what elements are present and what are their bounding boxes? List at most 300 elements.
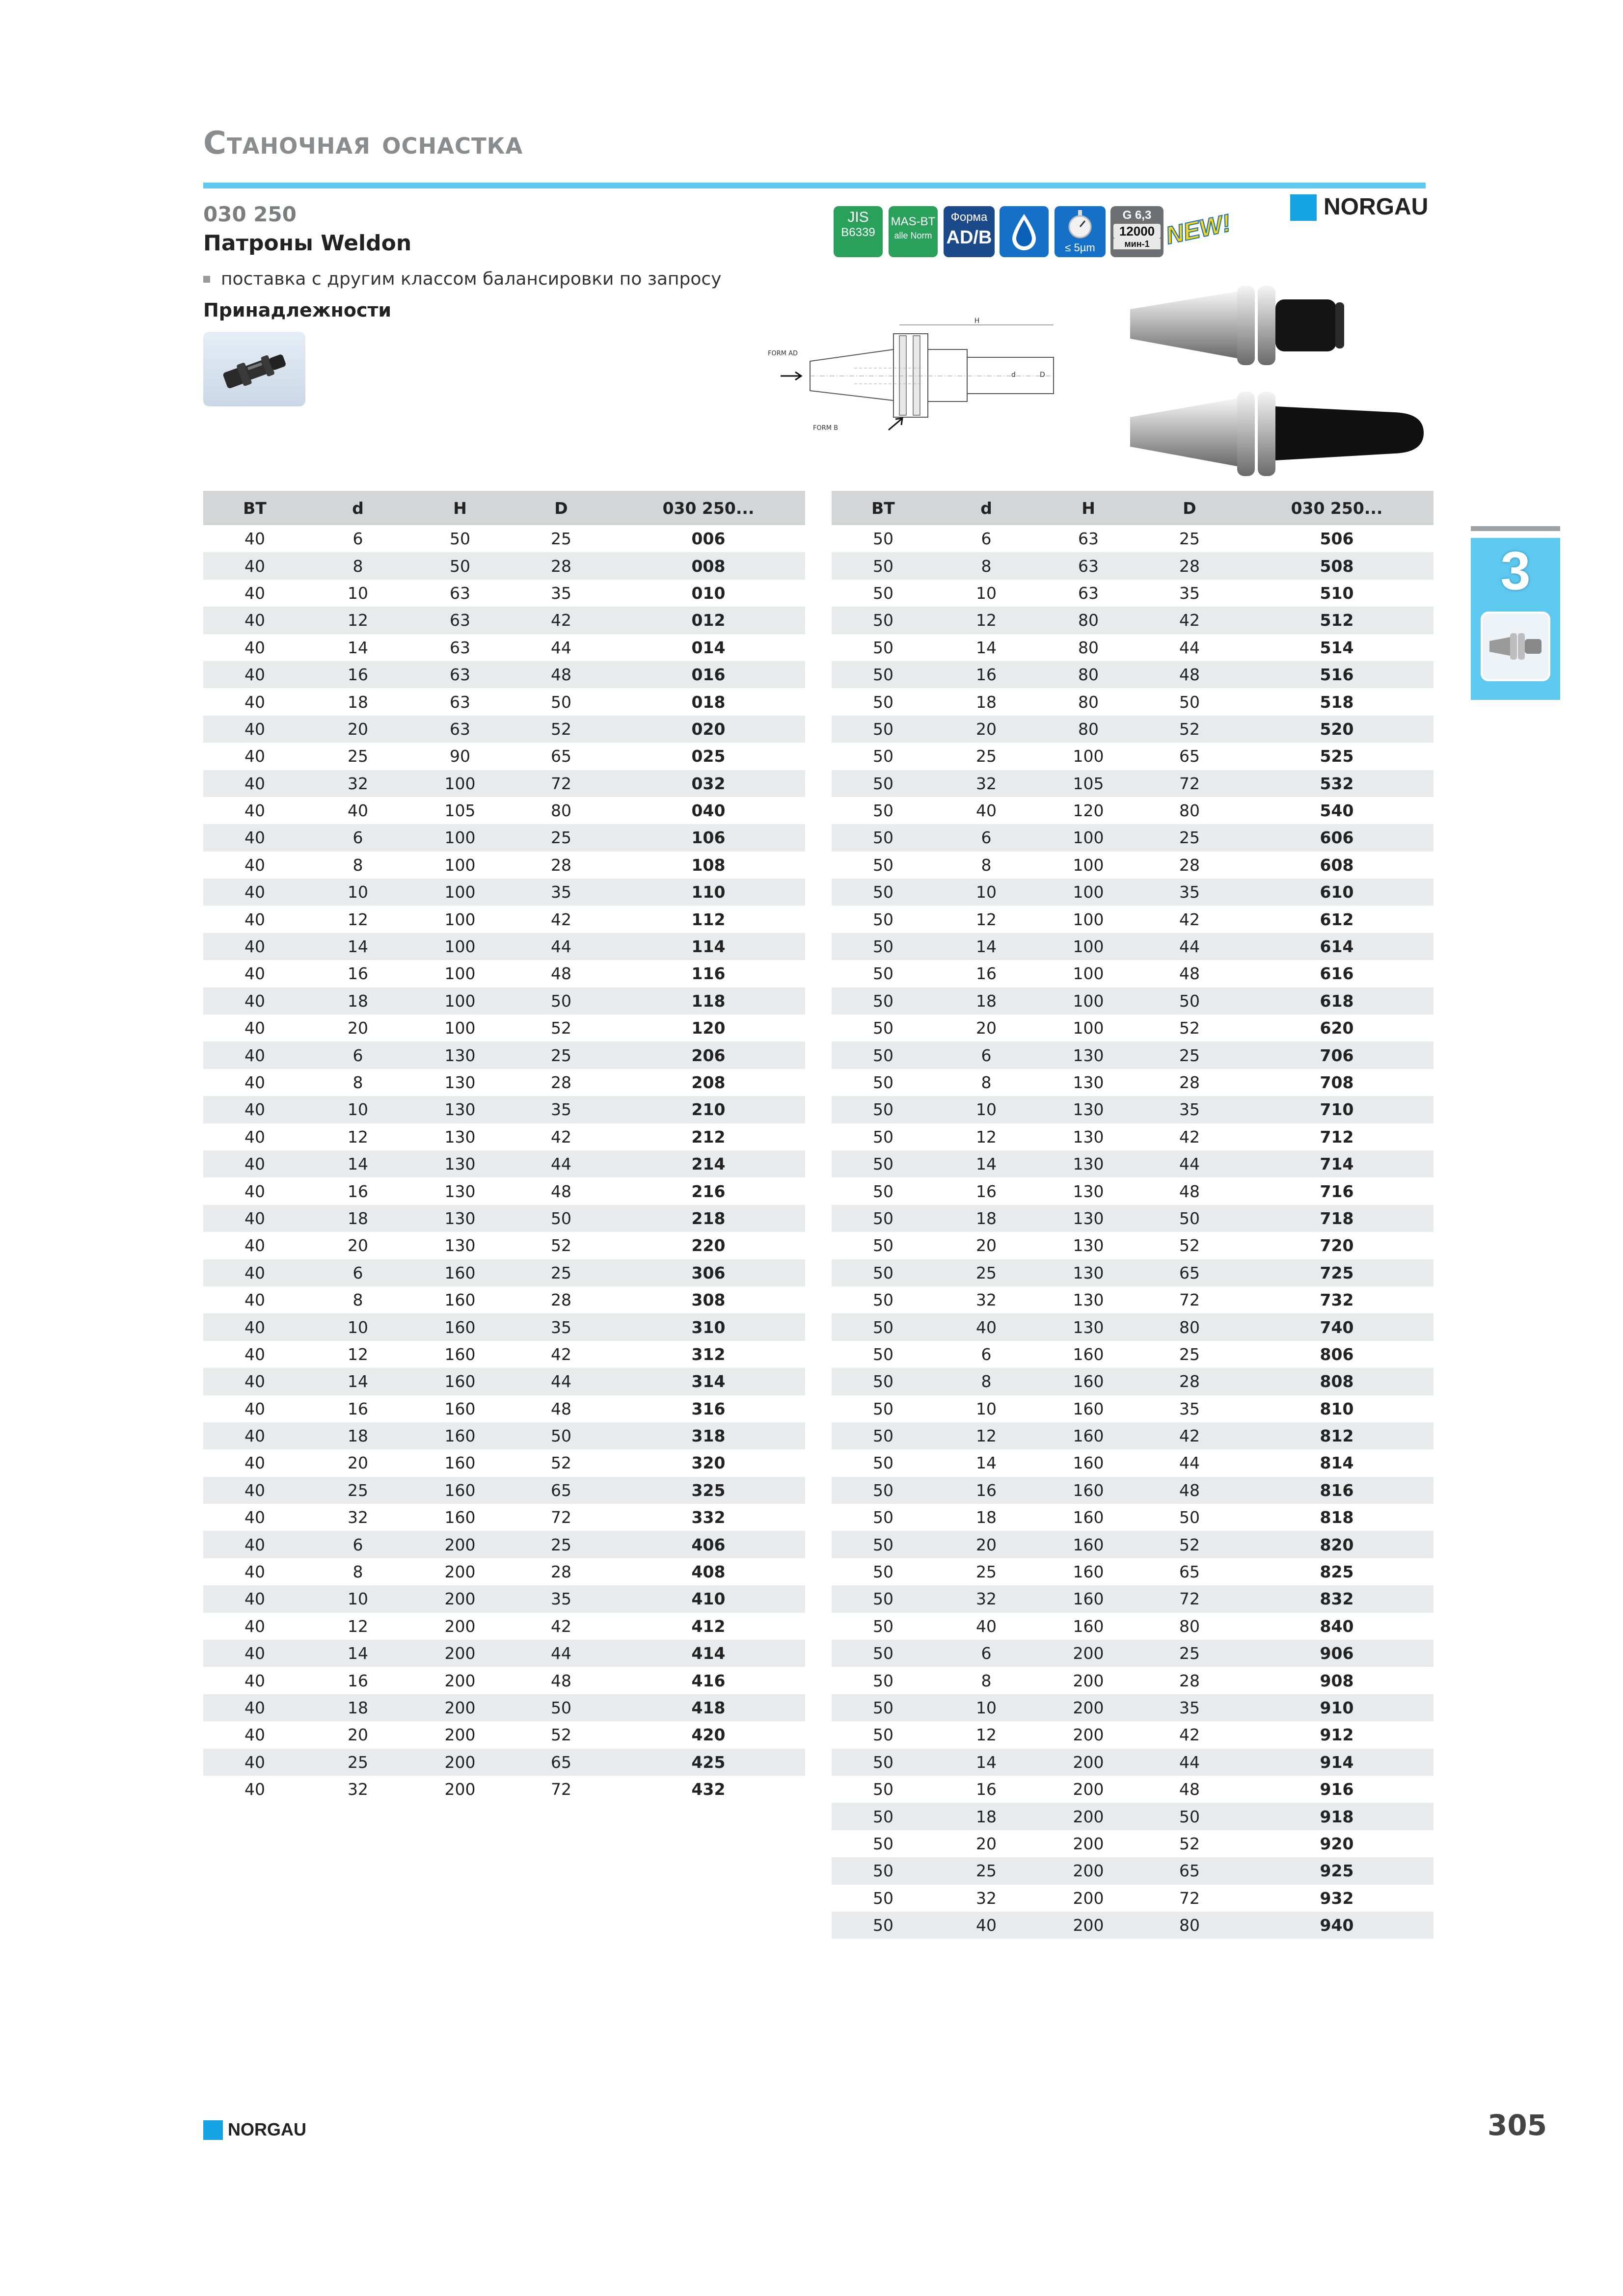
table-row bbox=[203, 1341, 805, 1368]
cell-code: 906 bbox=[1240, 1640, 1434, 1667]
cell-h: 130 bbox=[1073, 1073, 1104, 1092]
cell-d: 16 bbox=[348, 1181, 368, 1201]
cell-D: 52 bbox=[1179, 1834, 1200, 1853]
cell-code: 410 bbox=[612, 1585, 805, 1612]
table-row bbox=[203, 1640, 805, 1667]
cell-D: 80 bbox=[551, 801, 571, 821]
cell-D: 35 bbox=[511, 1585, 612, 1612]
cell-code: 212 bbox=[691, 1127, 726, 1147]
cell-D: 44 bbox=[1139, 1150, 1240, 1177]
cell-bt: 50 bbox=[832, 607, 935, 634]
cell-D: 52 bbox=[1179, 1018, 1200, 1038]
cell-bt: 50 bbox=[832, 661, 935, 688]
table-row bbox=[203, 1749, 805, 1776]
cell-code: 108 bbox=[691, 855, 726, 875]
cell-D: 80 bbox=[1179, 801, 1200, 821]
badge-balance-grade: G 6,3 bbox=[1122, 209, 1152, 222]
cell-d: 32 bbox=[348, 1508, 368, 1527]
cell-d: 18 bbox=[935, 988, 1038, 1015]
cell-D: 28 bbox=[1179, 1671, 1200, 1690]
table-row bbox=[203, 1449, 805, 1476]
header-code: 030 250... bbox=[1240, 491, 1434, 525]
header-h: H bbox=[1038, 491, 1139, 525]
cell-bt: 40 bbox=[244, 1508, 265, 1527]
cell-d: 10 bbox=[306, 1313, 409, 1340]
cell-code: 114 bbox=[612, 933, 805, 960]
cell-bt: 50 bbox=[873, 1127, 893, 1147]
cell-D: 72 bbox=[551, 1508, 571, 1527]
cell-h: 130 bbox=[1073, 1236, 1104, 1255]
cell-code: 040 bbox=[691, 801, 726, 821]
drawing-label-h: H bbox=[974, 317, 980, 325]
cell-code: 918 bbox=[1240, 1803, 1434, 1830]
page-title: Станочная оснастка bbox=[203, 125, 523, 161]
table-row bbox=[203, 580, 805, 607]
header-code: 030 250... bbox=[612, 491, 805, 525]
cell-code: 218 bbox=[612, 1205, 805, 1232]
table-row bbox=[203, 1368, 805, 1395]
cell-code: 525 bbox=[1320, 747, 1354, 766]
cell-D: 42 bbox=[551, 1127, 571, 1147]
cell-bt: 50 bbox=[832, 824, 935, 851]
cell-D: 35 bbox=[551, 583, 571, 603]
cell-D: 72 bbox=[551, 1780, 571, 1799]
cell-code: 506 bbox=[1320, 529, 1354, 549]
cell-code: 916 bbox=[1320, 1780, 1354, 1799]
cell-h: 160 bbox=[409, 1313, 511, 1340]
drawing-label-D: D bbox=[1040, 371, 1045, 379]
cell-bt: 40 bbox=[244, 529, 265, 549]
cell-d: 16 bbox=[348, 1671, 368, 1690]
cell-d: 40 bbox=[935, 1912, 1038, 1939]
cell-bt: 40 bbox=[244, 1399, 265, 1418]
cell-bt: 40 bbox=[203, 1041, 306, 1068]
cell-D: 35 bbox=[1179, 583, 1200, 603]
cell-h: 63 bbox=[409, 661, 511, 688]
cell-bt: 40 bbox=[244, 1453, 265, 1473]
table-row bbox=[832, 797, 1434, 824]
table-row bbox=[203, 770, 805, 797]
cell-D: 42 bbox=[511, 607, 612, 634]
cell-h: 130 bbox=[1038, 1041, 1139, 1068]
cell-D: 44 bbox=[1179, 638, 1200, 657]
table-row bbox=[832, 933, 1434, 960]
cell-bt: 50 bbox=[832, 1640, 935, 1667]
cell-d: 12 bbox=[348, 1127, 368, 1147]
table-row bbox=[203, 1667, 805, 1694]
cell-bt: 40 bbox=[244, 1181, 265, 1201]
cell-D: 44 bbox=[511, 1150, 612, 1177]
cell-bt: 50 bbox=[873, 1453, 893, 1473]
cell-bt: 50 bbox=[832, 879, 935, 906]
table-row bbox=[832, 1667, 1434, 1694]
cell-code: 520 bbox=[1240, 716, 1434, 743]
table-row bbox=[832, 1613, 1434, 1640]
cell-h: 63 bbox=[450, 583, 470, 603]
cell-D: 28 bbox=[1179, 1073, 1200, 1092]
badge-mas-top: MAS-BT bbox=[891, 215, 936, 228]
cell-h: 200 bbox=[444, 1780, 476, 1799]
cell-h: 130 bbox=[1038, 1150, 1139, 1177]
cell-D: 65 bbox=[1139, 1259, 1240, 1286]
cell-d: 12 bbox=[976, 1127, 997, 1147]
cell-D: 50 bbox=[1179, 692, 1200, 712]
table-row bbox=[203, 960, 805, 987]
table-row bbox=[203, 1286, 805, 1313]
cell-h: 100 bbox=[1073, 1018, 1104, 1038]
cell-bt: 50 bbox=[873, 1181, 893, 1201]
table-row bbox=[832, 1150, 1434, 1177]
table-row bbox=[203, 1123, 805, 1150]
cell-code: 620 bbox=[1320, 1018, 1354, 1038]
cell-code: 316 bbox=[691, 1399, 726, 1418]
cell-h: 80 bbox=[1038, 661, 1139, 688]
cell-h: 63 bbox=[409, 716, 511, 743]
cell-D: 50 bbox=[1139, 1803, 1240, 1830]
cell-h: 200 bbox=[1073, 1671, 1104, 1690]
cell-h: 200 bbox=[444, 1725, 476, 1745]
cell-h: 100 bbox=[1073, 909, 1104, 929]
cell-h: 63 bbox=[1038, 552, 1139, 579]
table-row bbox=[832, 580, 1434, 607]
table-row bbox=[832, 1259, 1434, 1286]
spec-table-bt40 bbox=[203, 491, 805, 1803]
table-row bbox=[203, 1721, 805, 1748]
cell-D: 48 bbox=[551, 1671, 571, 1690]
cell-bt: 50 bbox=[873, 1616, 893, 1636]
cell-D: 44 bbox=[511, 1368, 612, 1395]
cell-D: 44 bbox=[551, 638, 571, 657]
table-row bbox=[203, 1041, 805, 1068]
cell-code: 425 bbox=[612, 1749, 805, 1776]
table-row bbox=[832, 1286, 1434, 1313]
cell-d: 18 bbox=[348, 692, 368, 712]
cell-D: 42 bbox=[551, 1616, 571, 1636]
cell-h: 160 bbox=[1073, 1344, 1104, 1364]
cell-D: 28 bbox=[1139, 1368, 1240, 1395]
cell-code: 216 bbox=[691, 1181, 726, 1201]
header-d: d bbox=[306, 491, 409, 525]
cell-code: 306 bbox=[612, 1259, 805, 1286]
cell-code: 418 bbox=[612, 1694, 805, 1721]
cell-D: 72 bbox=[1179, 1290, 1200, 1310]
cell-d: 32 bbox=[348, 1780, 368, 1799]
cell-code: 532 bbox=[1240, 770, 1434, 797]
cell-h: 160 bbox=[1073, 1453, 1104, 1473]
chapter-tab-rule bbox=[1471, 526, 1560, 531]
cell-code: 016 bbox=[612, 661, 805, 688]
cell-h: 200 bbox=[444, 1616, 476, 1636]
cell-code: 908 bbox=[1320, 1671, 1354, 1690]
cell-d: 8 bbox=[352, 1073, 363, 1092]
cell-bt: 40 bbox=[203, 770, 306, 797]
cell-D: 50 bbox=[511, 1205, 612, 1232]
table-row bbox=[832, 1449, 1434, 1476]
table-row bbox=[832, 824, 1434, 851]
cell-code: 706 bbox=[1240, 1041, 1434, 1068]
cell-d: 14 bbox=[935, 1150, 1038, 1177]
cell-code: 012 bbox=[612, 607, 805, 634]
table-row bbox=[203, 661, 805, 688]
cell-bt: 50 bbox=[873, 1671, 893, 1690]
header-h: H bbox=[409, 491, 511, 525]
cell-bt: 50 bbox=[873, 1290, 893, 1310]
header-bt: BT bbox=[203, 491, 306, 525]
cell-bt: 40 bbox=[203, 716, 306, 743]
badge-balance-rpm: 12000 bbox=[1113, 224, 1161, 239]
cell-bt: 50 bbox=[832, 1150, 935, 1177]
cell-h: 130 bbox=[1038, 1313, 1139, 1340]
cell-code: 414 bbox=[612, 1640, 805, 1667]
cell-bt: 40 bbox=[203, 1640, 306, 1667]
cell-bt: 50 bbox=[832, 1585, 935, 1612]
cell-h: 160 bbox=[444, 1508, 476, 1527]
cell-D: 25 bbox=[1139, 824, 1240, 851]
cell-h: 100 bbox=[444, 909, 476, 929]
cell-code: 810 bbox=[1320, 1399, 1354, 1418]
cell-bt: 40 bbox=[203, 1313, 306, 1340]
cell-bt: 40 bbox=[244, 1616, 265, 1636]
cell-D: 48 bbox=[1179, 1780, 1200, 1799]
table-row bbox=[203, 1613, 805, 1640]
header-d: d bbox=[935, 491, 1038, 525]
cell-code: 325 bbox=[612, 1477, 805, 1504]
cell-bt: 50 bbox=[873, 1018, 893, 1038]
cell-D: 25 bbox=[511, 824, 612, 851]
cell-code: 912 bbox=[1320, 1725, 1354, 1745]
cell-code: 518 bbox=[1320, 692, 1354, 712]
cell-bt: 40 bbox=[203, 1368, 306, 1395]
accessories-label: Принадлежности bbox=[203, 299, 392, 321]
cell-bt: 50 bbox=[832, 1313, 935, 1340]
cell-d: 20 bbox=[976, 1018, 997, 1038]
cell-h: 160 bbox=[1073, 1399, 1104, 1418]
cell-d: 18 bbox=[976, 1508, 997, 1527]
cell-h: 50 bbox=[409, 552, 511, 579]
cell-d: 6 bbox=[935, 1640, 1038, 1667]
cell-h: 130 bbox=[409, 1150, 511, 1177]
accessory-thumbnail[interactable] bbox=[203, 332, 305, 406]
cell-d: 6 bbox=[306, 1041, 409, 1068]
cell-d: 8 bbox=[981, 855, 992, 875]
cell-d: 8 bbox=[935, 1368, 1038, 1395]
cell-code: 612 bbox=[1320, 909, 1354, 929]
cell-d: 25 bbox=[306, 1477, 409, 1504]
cell-h: 90 bbox=[450, 747, 470, 766]
cell-d: 8 bbox=[352, 1562, 363, 1582]
cell-code: 814 bbox=[1320, 1453, 1354, 1473]
table-row bbox=[832, 552, 1434, 579]
cell-code: 725 bbox=[1240, 1259, 1434, 1286]
cell-h: 130 bbox=[444, 1127, 476, 1147]
cell-d: 25 bbox=[976, 1562, 997, 1582]
cell-code: 708 bbox=[1320, 1073, 1354, 1092]
cell-bt: 40 bbox=[244, 692, 265, 712]
cell-bt: 50 bbox=[832, 552, 935, 579]
cell-D: 50 bbox=[511, 988, 612, 1015]
badge-form bbox=[944, 206, 995, 257]
cell-h: 100 bbox=[444, 1018, 476, 1038]
cell-d: 10 bbox=[976, 1399, 997, 1418]
cell-h: 100 bbox=[1038, 879, 1139, 906]
cell-bt: 50 bbox=[832, 1857, 935, 1884]
cell-bt: 50 bbox=[832, 1205, 935, 1232]
table-row bbox=[203, 1504, 805, 1531]
cell-d: 18 bbox=[306, 988, 409, 1015]
cell-code: 118 bbox=[612, 988, 805, 1015]
cell-code: 112 bbox=[691, 909, 726, 929]
cell-D: 35 bbox=[511, 879, 612, 906]
cell-bt: 50 bbox=[873, 638, 893, 657]
cell-code: 025 bbox=[691, 747, 726, 766]
cell-d: 20 bbox=[935, 1531, 1038, 1558]
cell-code: 720 bbox=[1320, 1236, 1354, 1255]
cell-bt: 50 bbox=[873, 1725, 893, 1745]
table-row bbox=[203, 1477, 805, 1504]
cell-d: 10 bbox=[935, 1096, 1038, 1123]
cell-D: 48 bbox=[1139, 1477, 1240, 1504]
table-row bbox=[203, 1015, 805, 1041]
cell-bt: 40 bbox=[203, 988, 306, 1015]
table-row bbox=[832, 1069, 1434, 1096]
cell-D: 42 bbox=[551, 1344, 571, 1364]
cell-bt: 50 bbox=[873, 909, 893, 929]
cell-code: 820 bbox=[1240, 1531, 1434, 1558]
cell-D: 50 bbox=[1179, 1508, 1200, 1527]
chapter-tool-holder-icon bbox=[1481, 612, 1550, 681]
cell-h: 160 bbox=[1038, 1368, 1139, 1395]
cell-D: 35 bbox=[1139, 1694, 1240, 1721]
cell-D: 50 bbox=[1139, 988, 1240, 1015]
cell-h: 130 bbox=[1073, 1290, 1104, 1310]
cell-h: 100 bbox=[1038, 988, 1139, 1015]
table-row bbox=[203, 1232, 805, 1259]
cell-d: 14 bbox=[976, 638, 997, 657]
table-row bbox=[203, 716, 805, 743]
table-row bbox=[203, 906, 805, 933]
cell-bt: 40 bbox=[203, 607, 306, 634]
cell-bt: 50 bbox=[832, 1096, 935, 1123]
cell-code: 618 bbox=[1240, 988, 1434, 1015]
cell-d: 18 bbox=[976, 692, 997, 712]
cell-bt: 40 bbox=[203, 1259, 306, 1286]
table-row bbox=[203, 1395, 805, 1422]
cell-code: 510 bbox=[1320, 583, 1354, 603]
cell-code: 512 bbox=[1240, 607, 1434, 634]
cell-code: 932 bbox=[1320, 1888, 1354, 1908]
cell-h: 200 bbox=[1073, 1888, 1104, 1908]
cell-h: 160 bbox=[409, 1422, 511, 1449]
cell-code: 308 bbox=[691, 1290, 726, 1310]
cell-code: 818 bbox=[1320, 1508, 1354, 1527]
cell-h: 200 bbox=[1073, 1834, 1104, 1853]
cell-D: 25 bbox=[1139, 1640, 1240, 1667]
table-row bbox=[203, 1585, 805, 1612]
cell-d: 20 bbox=[935, 716, 1038, 743]
cell-h: 130 bbox=[409, 1096, 511, 1123]
cell-bt: 50 bbox=[873, 1344, 893, 1364]
cell-D: 28 bbox=[551, 1562, 571, 1582]
cell-h: 200 bbox=[1038, 1640, 1139, 1667]
table-row bbox=[203, 1259, 805, 1286]
badge-form-bottom: AD/B bbox=[946, 227, 992, 248]
cell-h: 63 bbox=[1078, 583, 1099, 603]
cell-D: 72 bbox=[1139, 770, 1240, 797]
cell-h: 160 bbox=[409, 1477, 511, 1504]
cell-d: 40 bbox=[976, 801, 997, 821]
cell-d: 25 bbox=[348, 747, 368, 766]
cell-h: 130 bbox=[444, 1236, 476, 1255]
cell-D: 50 bbox=[511, 1422, 612, 1449]
cell-D: 52 bbox=[551, 1725, 571, 1745]
badge-new: NEW! bbox=[1163, 209, 1233, 250]
cell-bt: 40 bbox=[203, 1477, 306, 1504]
cell-d: 6 bbox=[935, 824, 1038, 851]
cell-D: 44 bbox=[1139, 1749, 1240, 1776]
table-row bbox=[832, 1422, 1434, 1449]
table-row bbox=[832, 1531, 1434, 1558]
cell-D: 28 bbox=[1139, 552, 1240, 579]
cell-code: 806 bbox=[1320, 1344, 1354, 1364]
cell-D: 35 bbox=[1139, 1096, 1240, 1123]
cell-d: 14 bbox=[976, 1453, 997, 1473]
cell-d: 18 bbox=[306, 1694, 409, 1721]
cell-code: 840 bbox=[1320, 1616, 1354, 1636]
cell-d: 25 bbox=[935, 1259, 1038, 1286]
cell-code: 420 bbox=[691, 1725, 726, 1745]
cell-code: 718 bbox=[1240, 1205, 1434, 1232]
cell-D: 44 bbox=[1139, 933, 1240, 960]
cell-D: 42 bbox=[1139, 607, 1240, 634]
cell-D: 48 bbox=[1139, 661, 1240, 688]
table-row bbox=[832, 1830, 1434, 1857]
cell-d: 6 bbox=[935, 1041, 1038, 1068]
table-row bbox=[203, 1776, 805, 1803]
cell-d: 14 bbox=[935, 1749, 1038, 1776]
cell-code: 514 bbox=[1320, 638, 1354, 657]
cell-code: 540 bbox=[1320, 801, 1354, 821]
cell-D: 25 bbox=[1179, 1344, 1200, 1364]
cell-d: 20 bbox=[348, 1453, 368, 1473]
cell-h: 160 bbox=[409, 1259, 511, 1286]
cell-d: 18 bbox=[306, 1422, 409, 1449]
table-row bbox=[203, 1150, 805, 1177]
cell-bt: 50 bbox=[873, 1073, 893, 1092]
cell-bt: 40 bbox=[244, 1290, 265, 1310]
cell-code: 018 bbox=[691, 692, 726, 712]
table-row bbox=[832, 852, 1434, 879]
cell-code: 832 bbox=[1240, 1585, 1434, 1612]
cell-D: 28 bbox=[551, 1073, 571, 1092]
table-row bbox=[832, 1585, 1434, 1612]
cell-D: 42 bbox=[1179, 909, 1200, 929]
brand-name: NORGAU bbox=[1324, 194, 1429, 220]
cell-code: 120 bbox=[691, 1018, 726, 1038]
table-row bbox=[832, 770, 1434, 797]
table-row bbox=[832, 1395, 1434, 1422]
cell-code: 714 bbox=[1240, 1150, 1434, 1177]
cell-D: 28 bbox=[511, 552, 612, 579]
cell-d: 6 bbox=[306, 1531, 409, 1558]
cell-d: 10 bbox=[306, 879, 409, 906]
cell-h: 105 bbox=[444, 801, 476, 821]
cell-D: 25 bbox=[1179, 529, 1200, 549]
cell-d: 20 bbox=[976, 1834, 997, 1853]
cell-code: 610 bbox=[1240, 879, 1434, 906]
drawing-label-form-ad: FORM AD bbox=[768, 350, 798, 357]
cell-d: 40 bbox=[348, 801, 368, 821]
cell-bt: 50 bbox=[873, 692, 893, 712]
